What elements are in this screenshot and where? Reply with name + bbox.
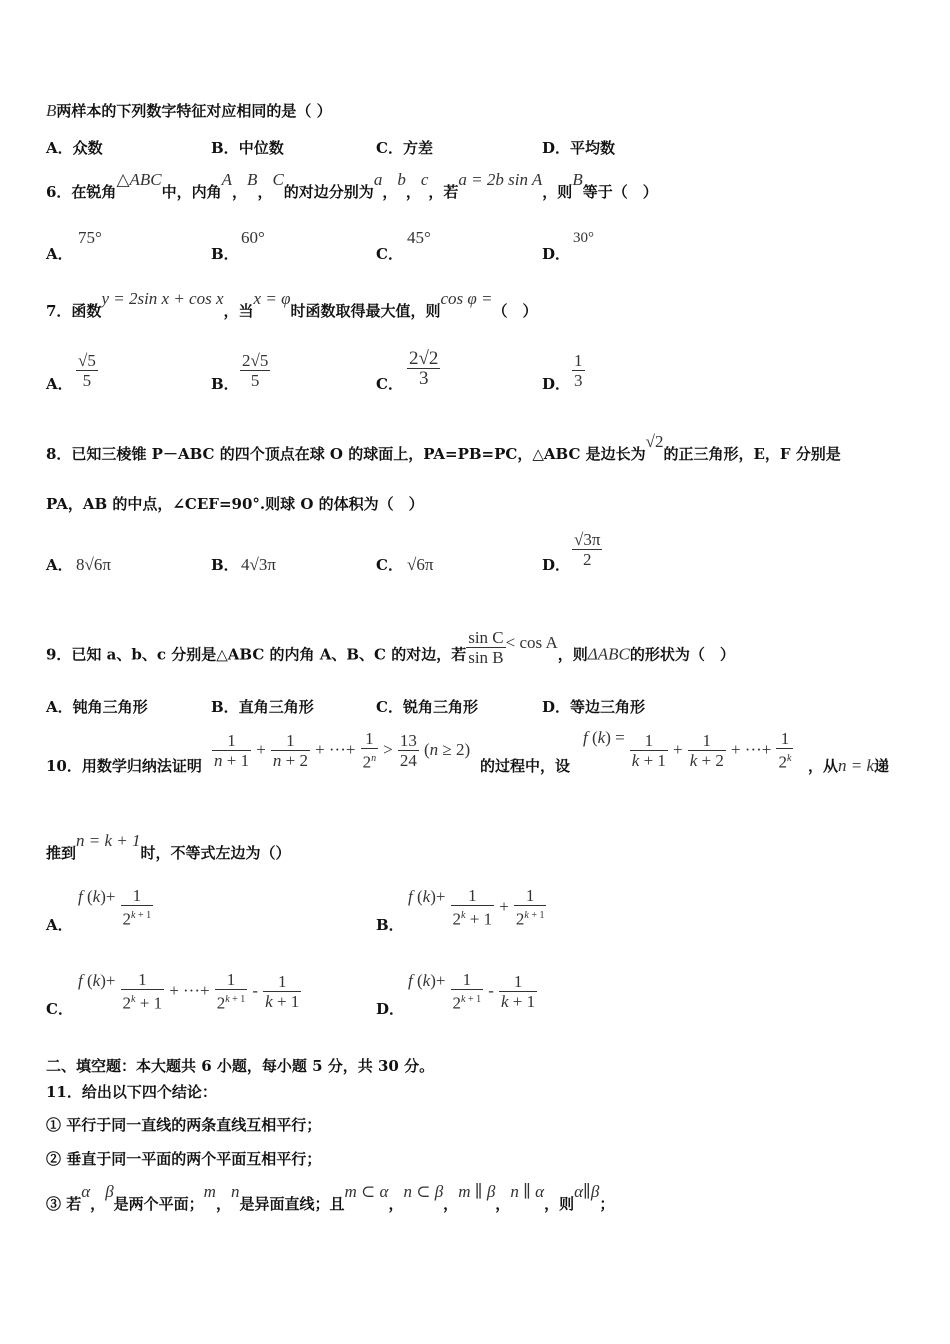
q11-stem: 11．给出以下四个结论： (46, 1083, 217, 1101)
q8-option-c[interactable]: C． (376, 556, 403, 574)
q10-text-2: 的过程中，设 (480, 757, 571, 775)
q10-option-b[interactable]: B． (376, 916, 404, 934)
q8-line-2: PA，AB 的中点，∠CEF=90°.则球 O 的体积为（ ） (46, 495, 424, 513)
q9-option-c[interactable]: C．锐角三角形 (376, 698, 478, 716)
q6-option-b[interactable]: B． (211, 245, 239, 263)
q10-line-2: 推到n = k + 1时，不等式左边为（） (46, 831, 291, 862)
q6-option-d-value: 30° (573, 230, 594, 246)
q5-stem: B两样本的下列数字特征对应相同的是（ ） (46, 101, 332, 120)
q11-statement-2: ② 垂直于同一平面的两个平面互相平行； (46, 1150, 322, 1168)
q6-option-d[interactable]: D． (542, 245, 571, 263)
q8-option-a-value: 8√6π (76, 555, 111, 574)
q11-statement-1: ① 平行于同一直线的两条直线互相平行； (46, 1116, 322, 1134)
q6-option-a[interactable]: A． (46, 245, 73, 263)
q9-option-a[interactable]: A．钝角三角形 (46, 698, 148, 716)
q10-text-3: ，从n = k递 (808, 756, 890, 775)
q10-fk-definition: f (k) = $\frac{1}{k + 1}$ + $\frac{1}{k + 2}$ + ···+ $\frac{1}{2^k}$ (583, 727, 792, 772)
q9-option-d[interactable]: D．等边三角形 (542, 698, 646, 716)
q10-option-c-value: f (k)+ $\frac{1}{2^k + 1}$ + ···+ $\frac{1}{2^{k + 1}}$ - $\frac{1}{k + 1}$ (78, 970, 300, 1013)
q9-option-b[interactable]: B．直角三角形 (211, 698, 314, 716)
q10-option-a-value: f (k)+ $\frac{1}{2^{k + 1}}$ (78, 886, 152, 929)
q8-option-d[interactable]: D． (542, 556, 571, 574)
q7-option-b[interactable]: B． (211, 375, 239, 393)
q5-option-d[interactable]: D．平均数 (542, 139, 616, 157)
q8-option-b-value: 4√3π (241, 555, 276, 574)
q7-option-a-value: $\frac{√5}{5}$ (78, 351, 96, 390)
q7-option-c[interactable]: C． (376, 375, 403, 393)
q8-option-a[interactable]: A． (46, 556, 73, 574)
q6-stem: 6．在锐角△ABC中，内角A，B，C的对边分别为a，b，c，若a = 2b sin A，则B等于（ ） (46, 170, 658, 201)
section-heading: 二、填空题：本大题共 6 小题，每小题 5 分，共 30 分。 (46, 1057, 435, 1075)
q8-option-d-value: $\frac{√3\pi}{2}$ (574, 530, 601, 569)
q10-inequality: $\frac{1}{n + 1}$ + $\frac{1}{n + 2}$ + ···+ $\frac{1}{2^n}$ > $\frac{13}{24}$ (n ≥ 2) (214, 729, 471, 772)
q6-option-c-value: 45° (407, 228, 431, 247)
q10-option-b-value: f (k)+ $\frac{1}{2^k + 1}$ + $\frac{1}{2^{k + 1}}$ (408, 886, 545, 929)
q5-var: B (46, 101, 57, 120)
q6-option-b-value: 60° (241, 228, 265, 247)
q6-option-c[interactable]: C． (376, 245, 403, 263)
q7-option-a[interactable]: A． (46, 375, 73, 393)
q7-option-c-value: $\frac{2√2}{3}$ (409, 348, 439, 389)
q10-option-a[interactable]: A． (46, 916, 73, 934)
q5-option-a[interactable]: A．众数 (46, 139, 103, 157)
q8-line-1: 8．已知三棱锥 P－ABC 的四个顶点在球 O 的球面上，PA=PB=PC，△ABC 是边长为√2的正三角形，E，F 分别是 (46, 432, 841, 463)
q7-option-d[interactable]: D． (542, 375, 571, 393)
q11-statement-3: ③ 若α，β是两个平面；m，n是异面直线；且m ⊂ α，n ⊂ β，m ∥ β，n ∥ α，则α∥β； (46, 1182, 615, 1213)
q9-stem: 9．已知 a、b、c 分别是△ABC 的内角 A、B、C 的对边，若 $\frac{\text{sin C}}{\text{sin B}}$ < cos A，则ΔABC的形状为（ ） (46, 628, 735, 667)
q6-option-a-value: 75° (78, 228, 102, 247)
q10-line-1: 10．用数学归纳法证明 (46, 757, 202, 775)
q10-option-d[interactable]: D． (376, 1000, 405, 1018)
q8-option-b[interactable]: B． (211, 556, 239, 574)
q7-option-b-value: $\frac{2√5}{5}$ (242, 351, 269, 390)
q10-option-c[interactable]: C． (46, 1000, 73, 1018)
q5-option-c[interactable]: C．方差 (376, 139, 433, 157)
q7-option-d-value: $\frac{1}{3}$ (574, 351, 583, 390)
q5-option-b[interactable]: B．中位数 (211, 139, 284, 157)
q10-option-d-value: f (k)+ $\frac{1}{2^{k + 1}}$ - $\frac{1}{k + 1}$ (408, 970, 536, 1013)
q7-stem: 7．函数y = 2sin x + cos x，当x = φ时函数取得最大值，则cos φ =（ ） (46, 289, 538, 320)
q8-option-c-value: √6π (407, 555, 434, 574)
